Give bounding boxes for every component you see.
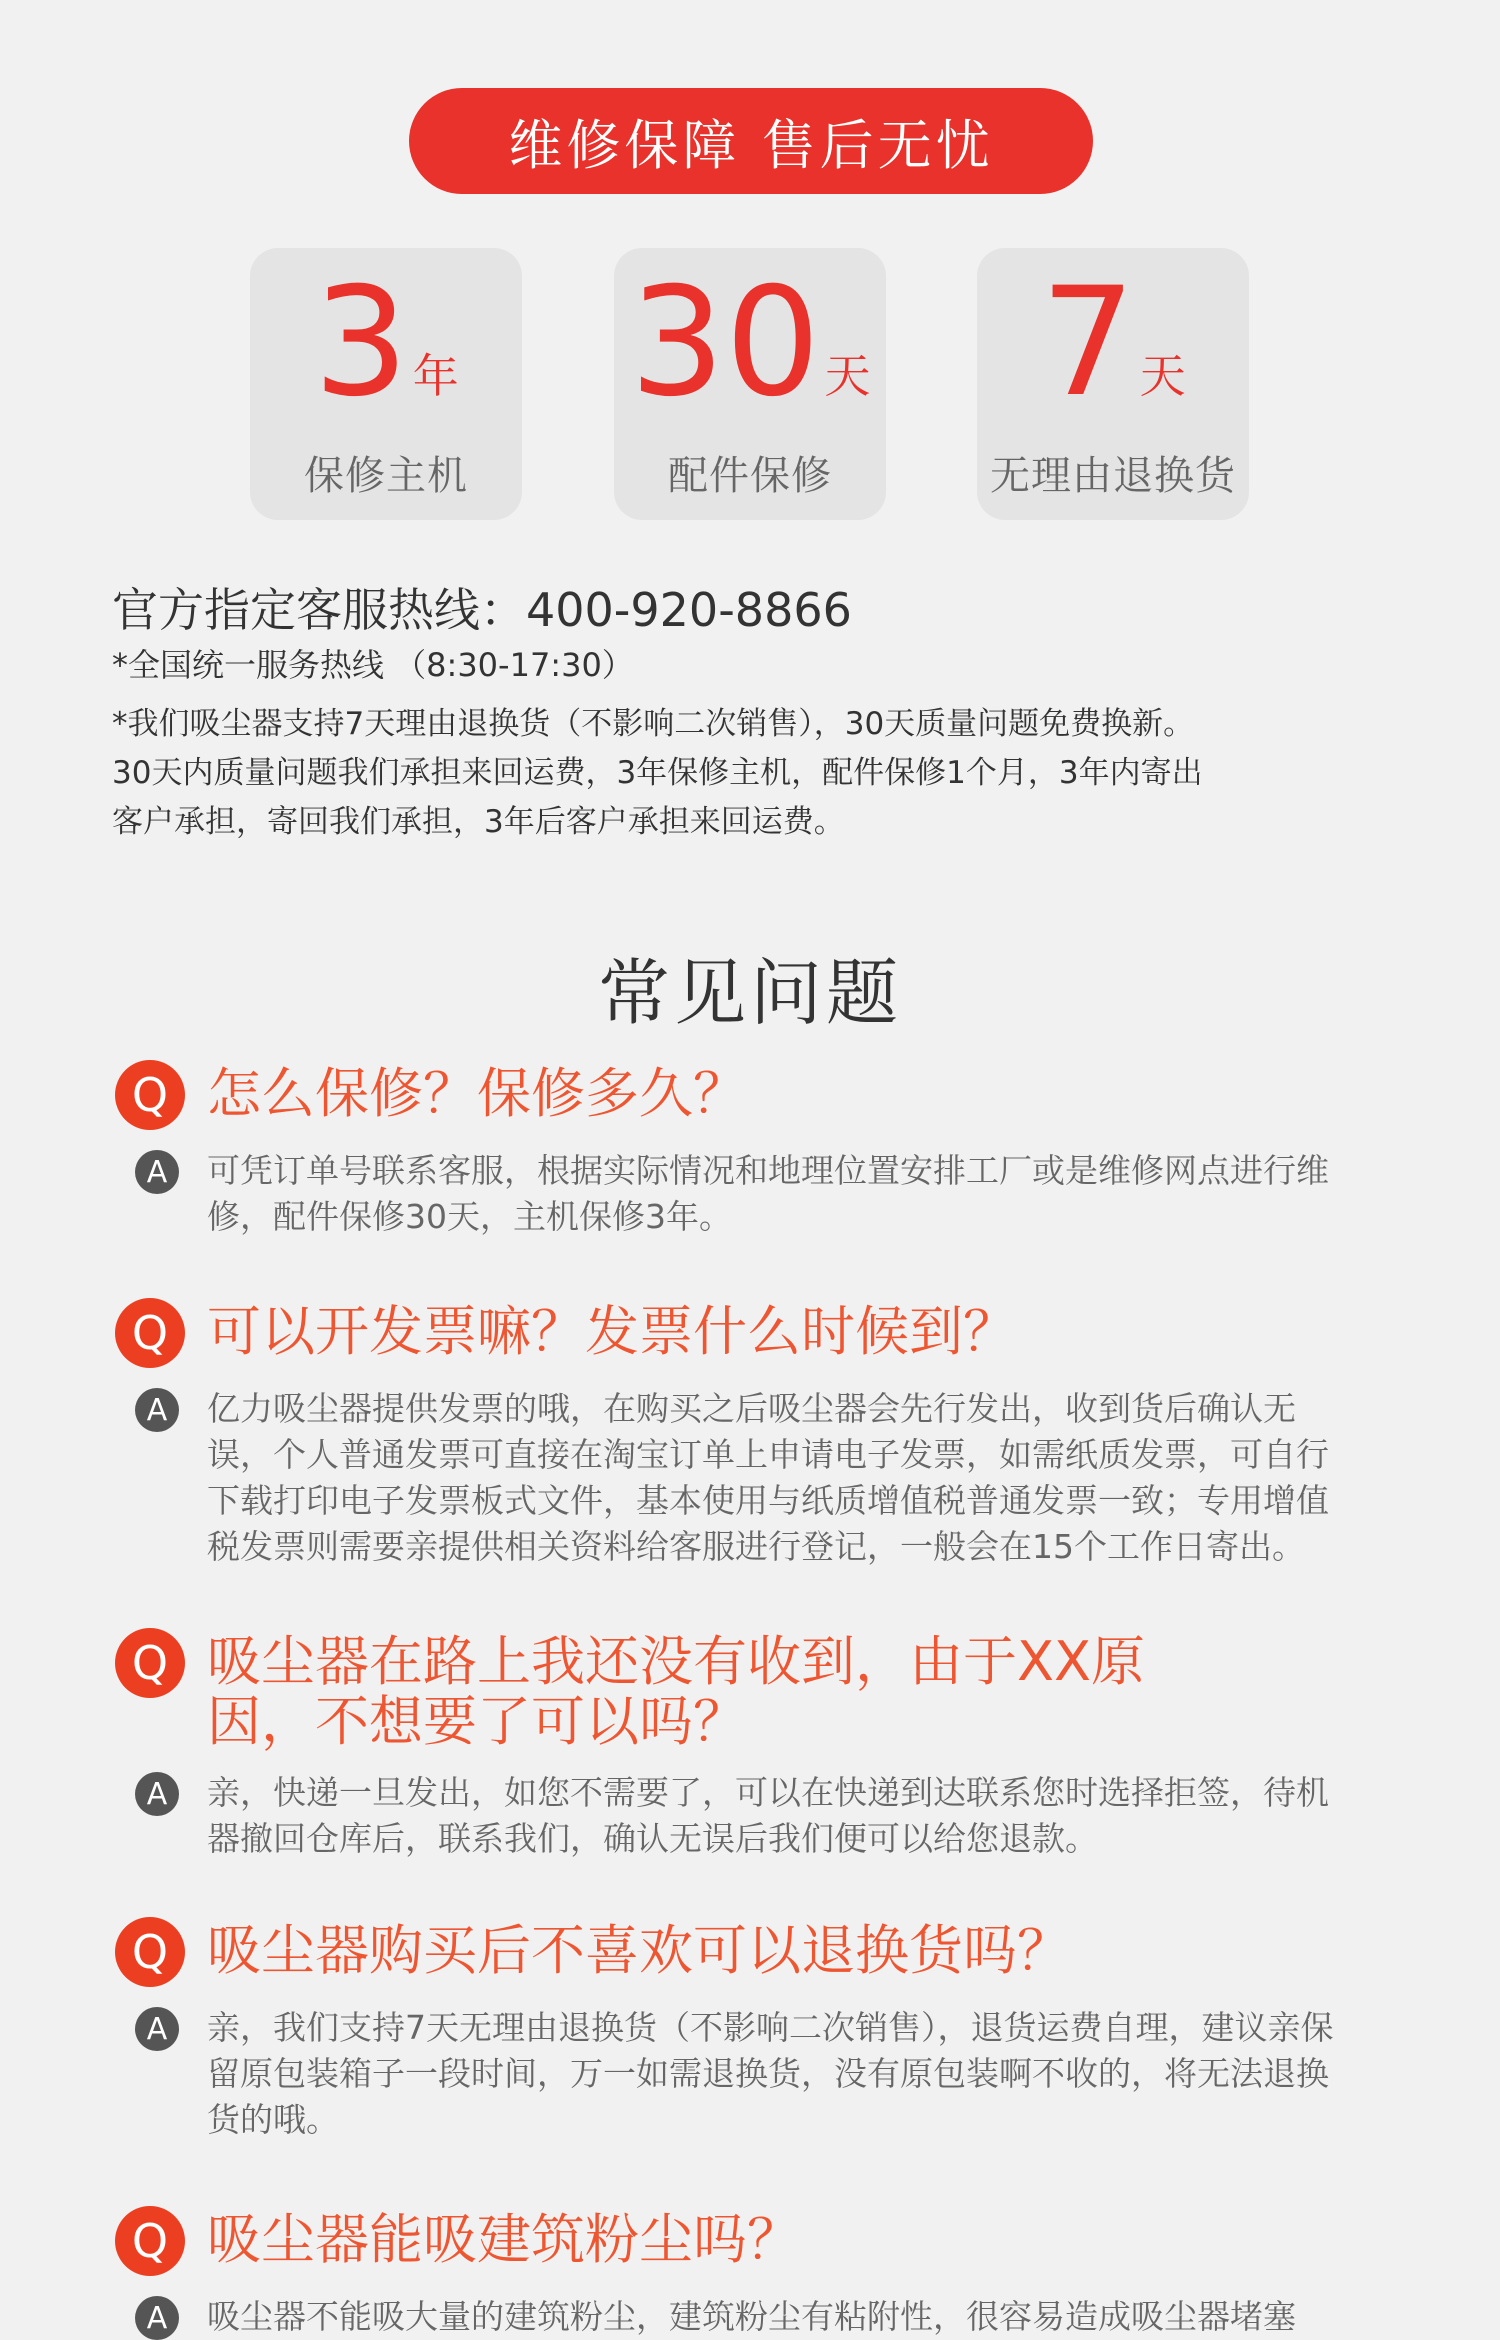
card-unit: 年 — [412, 349, 459, 403]
answer-icon: A — [135, 2296, 179, 2340]
faq-question: 吸尘器在路上我还没有收到，由于XX原因，不想要了可以吗？ — [207, 1630, 1145, 1753]
card-label: 配件保修 — [668, 453, 832, 499]
faq-item — [115, 1298, 1365, 1570]
faq-answer: 吸尘器不能吸大量的建筑粉尘，建筑粉尘有粘附性，很容易造成吸尘器堵塞 — [207, 2297, 1296, 2336]
card-number: 30 — [629, 256, 821, 430]
card-unit: 天 — [1139, 349, 1186, 403]
faq-answer: 亿力吸尘器提供发票的哦，在购买之后吸尘器会先行发出，收到货后确认无误，个人普通发票可直接在淘宝订单上申请电子发票，如需纸质发票，可自行下载打印电子发票板式文件，基本使用与纸质增值税普通发票一致；专用增值税发票则需要亲提供相关资料给客服进行登记，一般会在15个工作日寄出。 — [207, 1389, 1329, 1566]
answer-icon: A — [135, 1772, 179, 1816]
faq-question: 怎么保修？保修多久？ — [207, 1062, 747, 1125]
card-label: 无理由退换货 — [990, 453, 1236, 499]
banner-title: 维修保障 售后无忧 — [508, 113, 994, 177]
warranty-card-parts — [614, 248, 886, 520]
question-icon: Q — [115, 1917, 185, 1987]
hotline-title: 官方指定客服热线：400-920-8866 — [112, 583, 852, 637]
card-unit: 天 — [824, 349, 871, 403]
card-number: 3 — [313, 256, 409, 430]
answer-icon: A — [135, 2007, 179, 2051]
faq-question: 吸尘器购买后不喜欢可以退换货吗？ — [207, 1919, 1071, 1982]
faq-title: 常见问题 — [597, 951, 902, 1035]
answer-icon: A — [135, 1150, 179, 1194]
card-label: 保修主机 — [304, 453, 468, 499]
faq-item — [115, 1917, 1365, 2143]
answer-icon: A — [135, 1388, 179, 1432]
warranty-card-host — [250, 248, 522, 520]
hotline-subtitle: *全国统一服务热线 （8:30-17:30） — [112, 646, 634, 684]
faq-item — [115, 1060, 1365, 1240]
faq-answer: 可凭订单号联系客服，根据实际情况和地理位置安排工厂或是维修网点进行维修，配件保修30天，主机保修3年。 — [207, 1151, 1329, 1236]
question-icon: Q — [115, 1628, 185, 1698]
return-policy-text: *我们吸尘器支持7天理由退换货（不影响二次销售），30天质量问题免费换新。30天内质量问题我们承担来回运费，3年保修主机，配件保修1个月，3年内寄出客户承担，寄回我们承担，3年后客户承担来回运费。 — [112, 706, 1203, 840]
question-icon: Q — [115, 1060, 185, 1130]
faq-item — [115, 1628, 1365, 1862]
warranty-card-return — [977, 248, 1249, 520]
card-number: 7 — [1040, 256, 1136, 430]
faq-item — [115, 2206, 1365, 2340]
faq-question: 可以开发票嘛？发票什么时候到？ — [207, 1300, 1017, 1363]
promo-banner — [409, 88, 1093, 194]
question-icon: Q — [115, 1298, 185, 1368]
faq-answer: 亲，快递一旦发出，如您不需要了，可以在快递到达联系您时选择拒签，待机器撤回仓库后，联系我们，确认无误后我们便可以给您退款。 — [207, 1773, 1329, 1858]
question-icon: Q — [115, 2206, 185, 2276]
faq-answer: 亲，我们支持7天无理由退换货（不影响二次销售），退货运费自理，建议亲保留原包装箱子一段时间，万一如需退换货，没有原包装啊不收的，将无法退换货的哦。 — [207, 2008, 1334, 2139]
faq-question: 吸尘器能吸建筑粉尘吗？ — [207, 2208, 801, 2271]
